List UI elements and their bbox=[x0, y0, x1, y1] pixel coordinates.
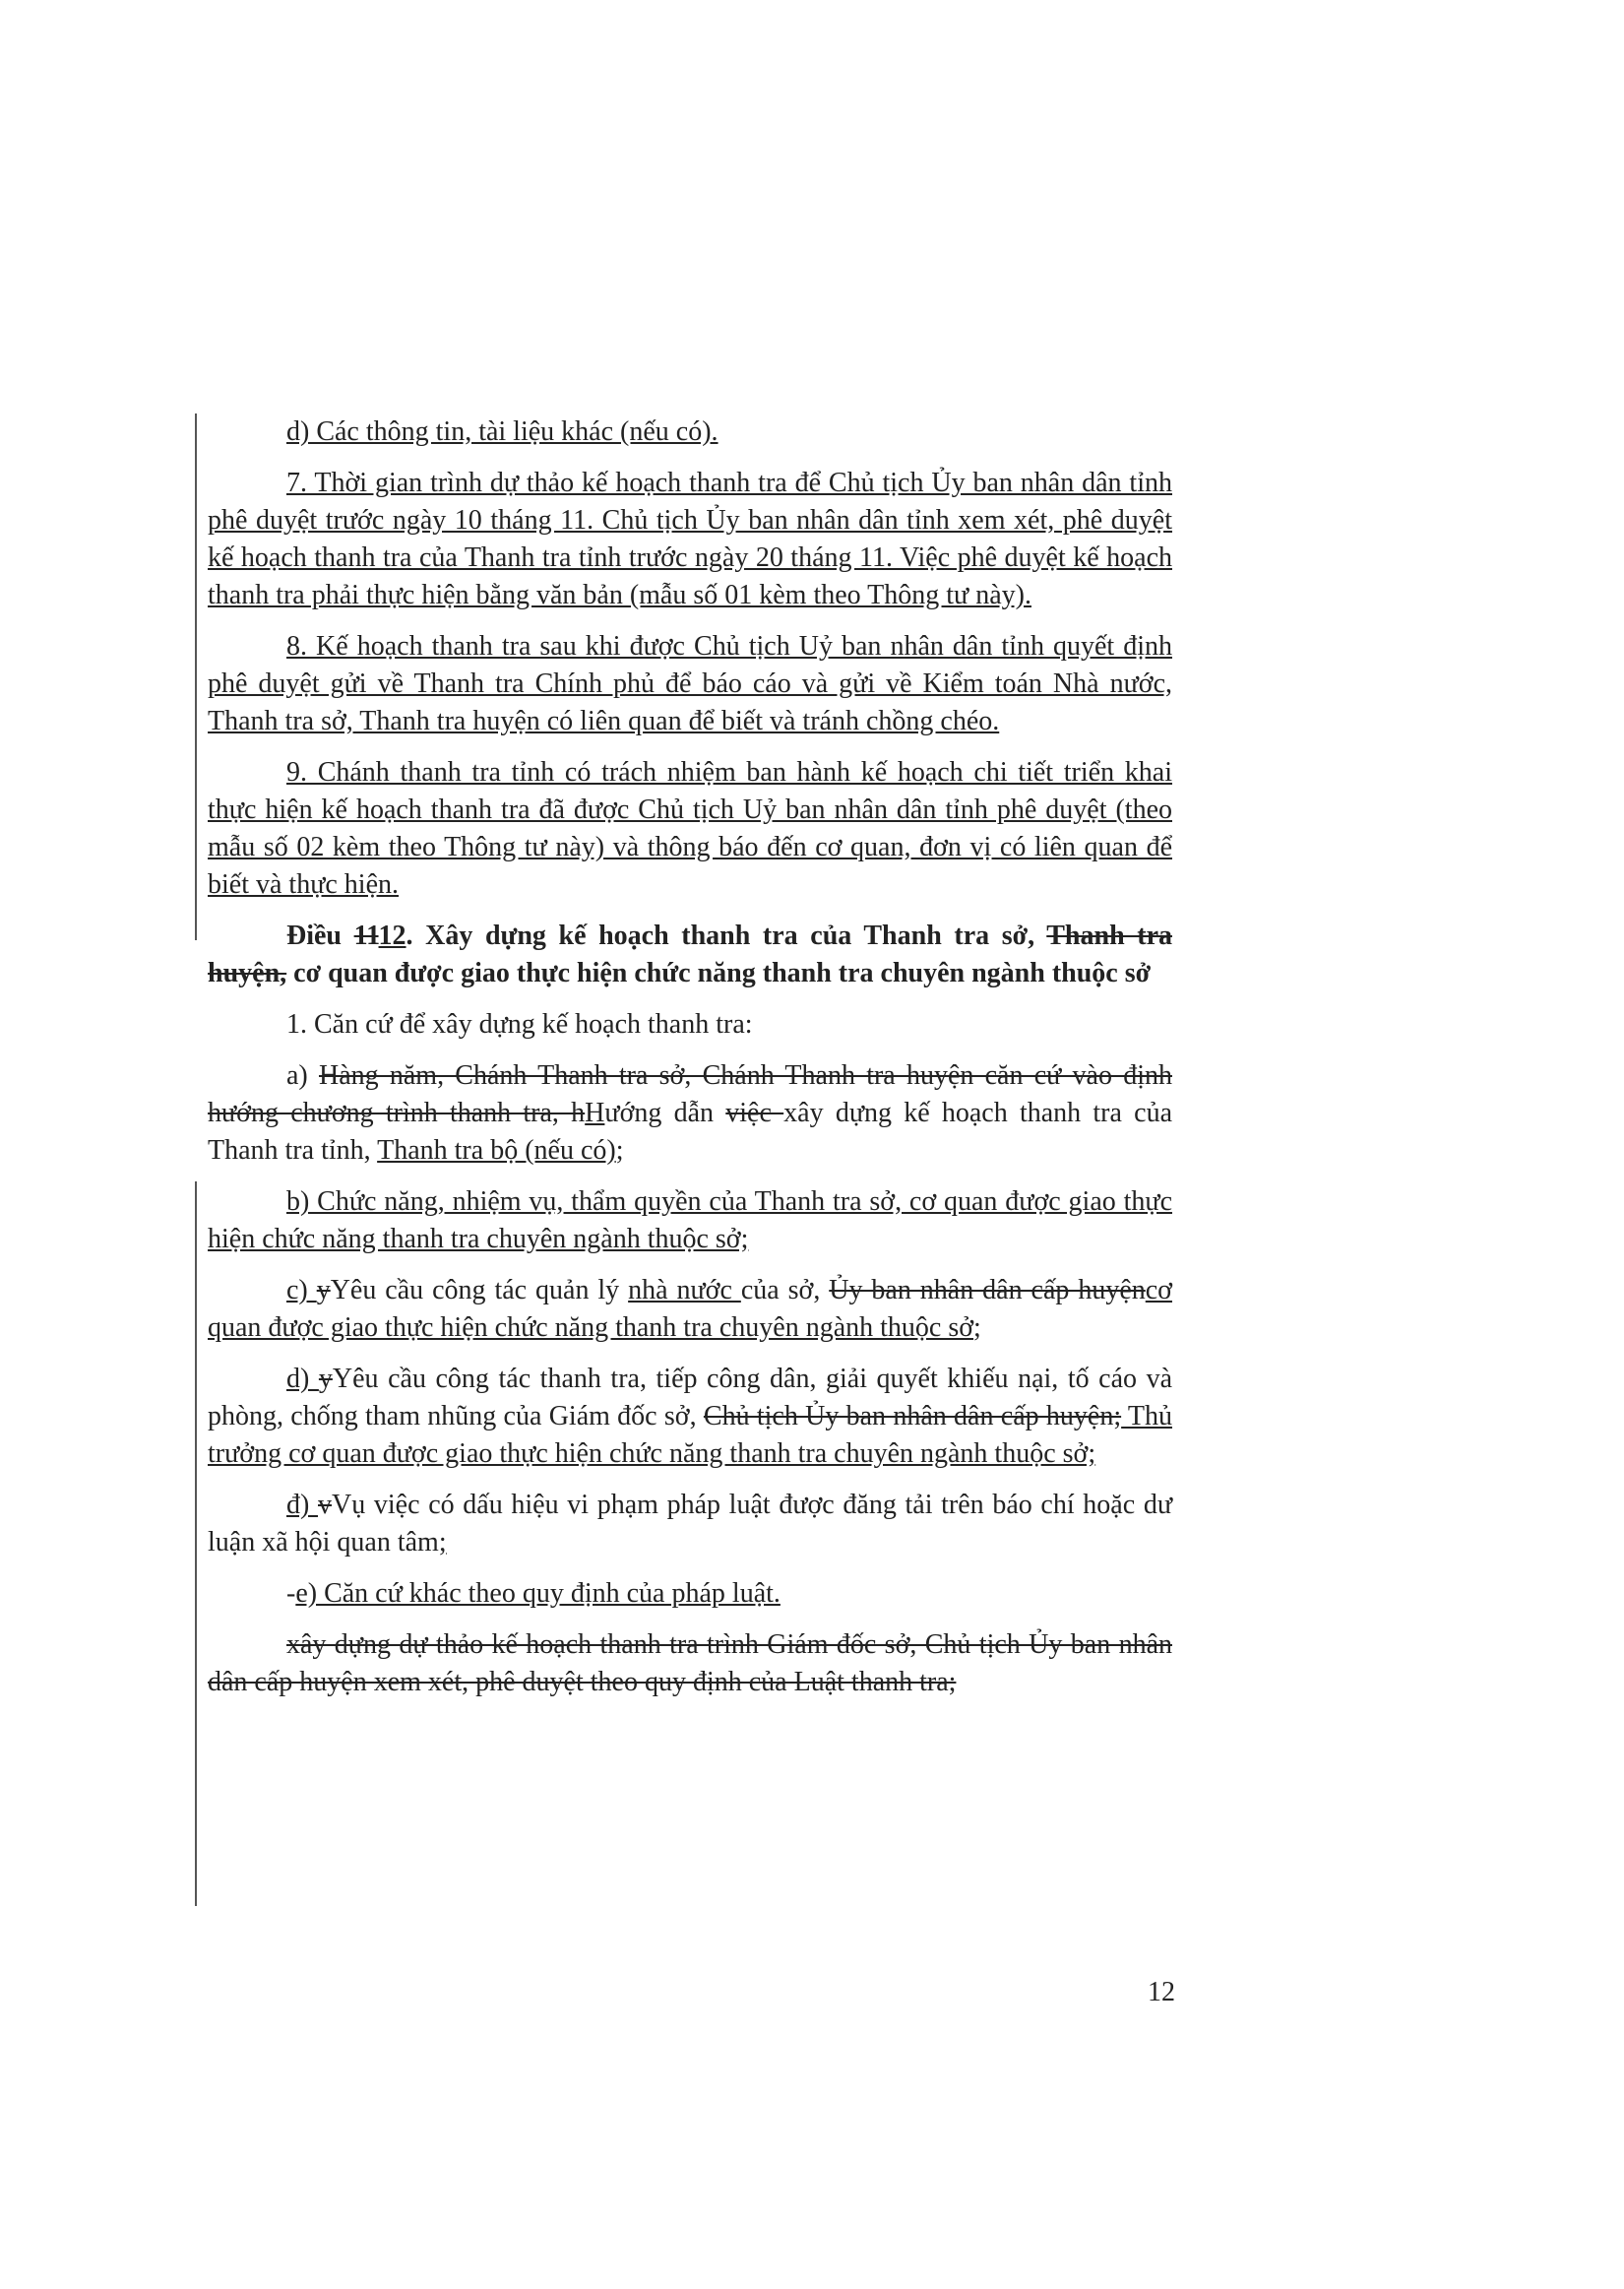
inserted-text: H bbox=[585, 1098, 605, 1128]
page-number: 12 bbox=[1148, 1977, 1175, 2007]
inserted-text: 9. Chánh thanh tra tỉnh có trách nhiệm ban hành kế hoạch chi tiết triển khai thực hiện kế hoạch thanh tra đã được Chủ tịch Uỷ ban nhân dân tỉnh phê duyệt (theo mẫu số 02 kèm theo Thông tư này) và thông báo đến cơ quan, đơn vị có liên quan để biết và thực hiện. bbox=[208, 757, 1172, 900]
point-text: xây dựng kế hoạch thanh tra của Thanh tra tỉnh, bbox=[208, 1098, 1173, 1166]
body-text bbox=[208, 413, 1172, 1715]
inserted-text: c) bbox=[286, 1275, 317, 1305]
article-heading bbox=[208, 918, 1172, 992]
deleted-text: Hàng năm, Chánh Thanh tra sở, Chánh Thanh tra huyện căn cứ vào định hướng chương trình thanh tra, h bbox=[208, 1060, 1172, 1128]
inserted-text: 8. Kế hoạch thanh tra sau khi được Chủ tịch Uỷ ban nhân dân tỉnh quyết định phê duyệt gửi về Thanh tra Chính phủ để báo cáo và gửi về Kiểm toán Nhà nước, Thanh tra sở, Thanh tra huyện có liên quan để biết và tránh chồng chéo. bbox=[208, 631, 1172, 736]
inserted-text: đ) bbox=[286, 1490, 318, 1520]
paragraph-7 bbox=[208, 465, 1172, 614]
inserted-text: Thanh tra bộ (nếu có) bbox=[377, 1135, 616, 1166]
change-bar bbox=[195, 1181, 197, 1906]
deleted-text: 11 bbox=[353, 921, 379, 951]
point-text: của sở, bbox=[740, 1275, 830, 1305]
point-text: - bbox=[286, 1578, 296, 1609]
inserted-text: 12 bbox=[378, 921, 406, 951]
deleted-text: Ủy ban nhân dân cấp huyện bbox=[829, 1275, 1146, 1305]
paragraph-9 bbox=[208, 754, 1172, 904]
article-label: Điều bbox=[286, 921, 354, 951]
inserted-text: nhà nước bbox=[628, 1275, 741, 1305]
inserted-text: b) Chức năng, nhiệm vụ, thẩm quyền của Thanh tra sở, cơ quan được giao thực hiện chức năng thanh tra chuyên ngành thuộc sở; bbox=[208, 1186, 1172, 1254]
point-text: ướng dẫn bbox=[604, 1098, 726, 1128]
inserted-text: Thủ trưởng cơ quan được giao thực hiện chức năng thanh tra chuyên ngành thuộc sở; bbox=[208, 1401, 1172, 1469]
deleted-text: v bbox=[318, 1490, 332, 1520]
inserted-text: 7. Thời gian trình dự thảo kế hoạch thanh tra để Chủ tịch Ủy ban nhân dân tỉnh phê duyệt trước ngày 10 tháng 11. Chủ tịch Ủy ban nhân dân tỉnh xem xét, phê duyệt kế hoạch thanh tra của Thanh tra tỉnh trước ngày 20 tháng 11. Việc phê duyệt kế hoạch thanh tra phải thực hiện bằng văn bản (mẫu số 01 kèm theo Thông tư này). bbox=[208, 468, 1172, 610]
deleted-text: y bbox=[316, 1275, 331, 1305]
point-text: Yêu cầu công tác thanh tra, tiếp công dân, giải quyết khiếu nại, tố cáo và phòng, chống tham nhũng của Giám đốc sở, bbox=[208, 1364, 1172, 1431]
clause-1 bbox=[208, 1006, 1172, 1044]
inserted-text: ; bbox=[438, 1527, 447, 1558]
deleted-paragraph bbox=[208, 1626, 1172, 1701]
point-text: Vụ việc có dấu hiệu vi phạm pháp luật được đăng tải trên báo chí hoặc dư luận xã hội quan tâm bbox=[208, 1490, 1173, 1558]
inserted-text: d) bbox=[286, 1364, 319, 1394]
point-label: a) bbox=[286, 1060, 319, 1091]
point-e bbox=[208, 1575, 1172, 1613]
point-text: ; bbox=[973, 1312, 981, 1343]
deleted-text: Chủ tịch Ủy ban nhân dân cấp huyện; bbox=[703, 1401, 1122, 1431]
paragraph-8 bbox=[208, 628, 1172, 740]
clause-text: 1. Căn cứ để xây dựng kế hoạch thanh tra: bbox=[286, 1009, 753, 1040]
deleted-text: xây dựng dự thảo kế hoạch thanh tra trình Giám đốc sở, Chủ tịch Ủy ban nhân dân cấp huyện xem xét, phê duyệt theo quy định của Luật thanh tra; bbox=[208, 1629, 1172, 1697]
article-title: . Xây dựng kế hoạch thanh tra của Thanh tra sở, bbox=[406, 921, 1047, 951]
point-dd bbox=[208, 1487, 1172, 1561]
deleted-text: y bbox=[318, 1364, 333, 1394]
point-a bbox=[208, 1057, 1172, 1170]
point-text: ; bbox=[615, 1135, 624, 1166]
deleted-text: Thanh tra huyện, bbox=[208, 921, 1172, 988]
deleted-text: việc bbox=[725, 1098, 784, 1128]
change-bar bbox=[195, 413, 197, 940]
article-title-cont: cơ quan được giao thực hiện chức năng thanh tra chuyên ngành thuộc sở bbox=[286, 958, 1152, 988]
inserted-text: e) Căn cứ khác theo quy định của pháp luật. bbox=[295, 1578, 781, 1609]
point-c bbox=[208, 1272, 1172, 1347]
inserted-text: d) Các thông tin, tài liệu khác (nếu có). bbox=[286, 416, 718, 447]
point-d bbox=[208, 1361, 1172, 1473]
inserted-text: cơ quan được giao thực hiện chức năng thanh tra chuyên ngành thuộc sở bbox=[208, 1275, 1172, 1343]
point-text: Yêu cầu công tác quản lý bbox=[330, 1275, 629, 1305]
point-b bbox=[208, 1183, 1172, 1258]
paragraph-6d bbox=[208, 413, 1172, 451]
